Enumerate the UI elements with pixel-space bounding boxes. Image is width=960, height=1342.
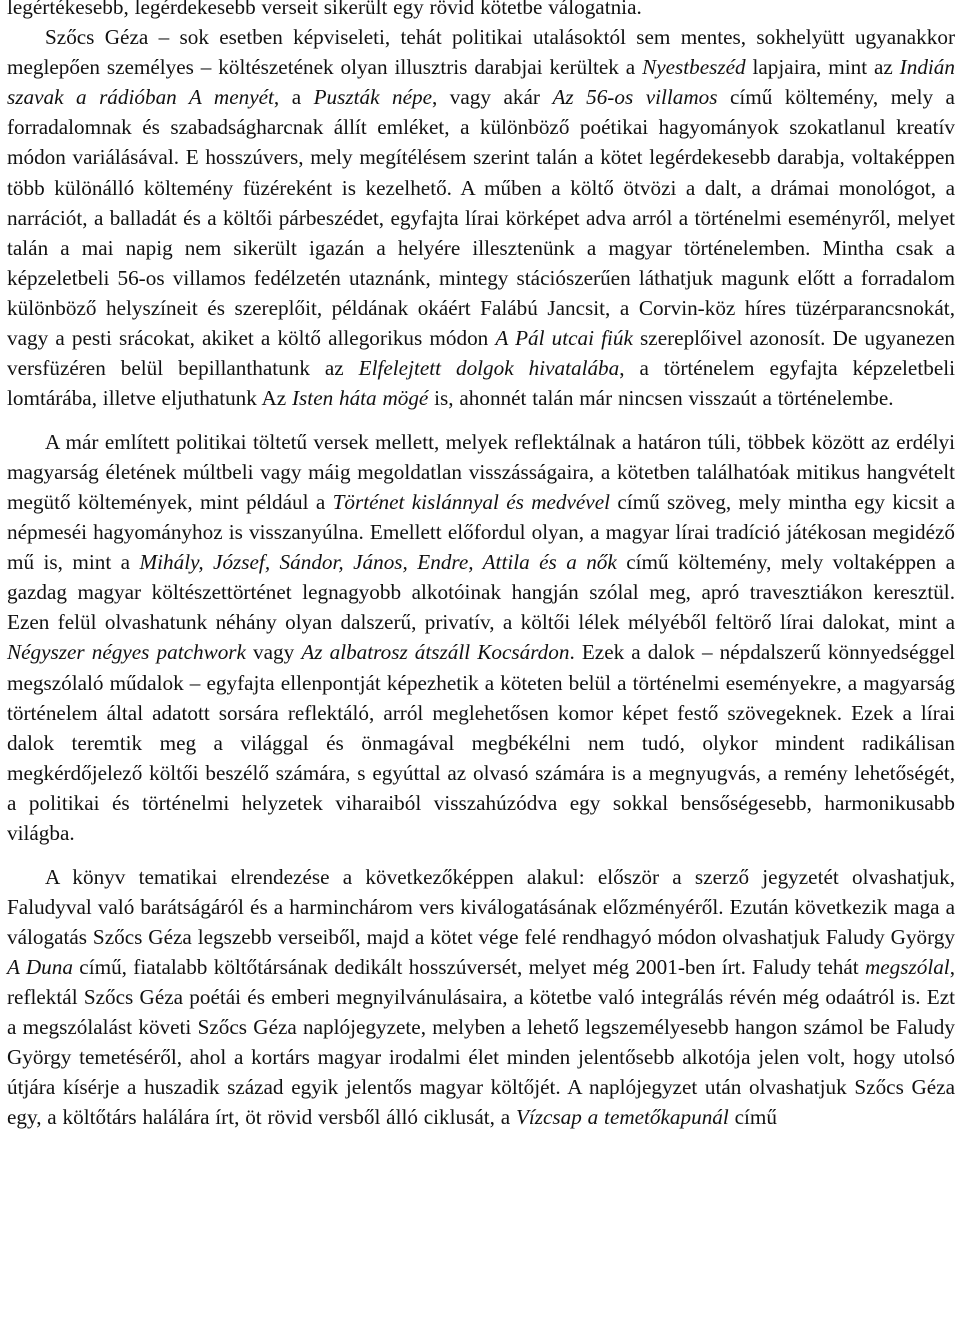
paragraph-text: lapjaira, mint az [745,55,900,80]
italic-title-text: megszólal [864,954,950,979]
paragraph-text: című költemény, mely voltaképpen a gazdag magyar költészettörténet legnagyobb alkotóinak hangján szólal meg, apró travesztiákon keresztül. Ezen felül olvashatunk néhány olyan dalszerű, privatív, a költői lélek mélyéből feltörő lírai dalokat, mint a [7,550,955,635]
italic-title-text: Mihály, József, Sándor, János, Endre, Attila és a nők [139,550,617,575]
paragraph-text: A már említett politikai töltetű versek mellett, melyek reflektálnak a határon túli, többek között az erdélyi magyarság életének múltbeli vagy máig megoldatlan visszásságaira, a kötetben találhatóak mitikus hangvételt megütő költemények, mint például a [7,429,955,514]
italic-title-text: A Pál utcai fiúk [495,326,633,351]
italic-title-text: Az albatrosz átszáll Kocsárdon [301,640,570,665]
body-paragraph [7,0,955,22]
italic-title-text: Vízcsap a temetőkapunál [515,1105,729,1130]
paragraph-text: A könyv tematikai elrendezése a következőképpen alakul: először a szerző jegyzetét olvashatjuk, Faludyval való barátságáról és a harminchárom vers kiválogatásának előzményéről. Ezután következik maga a válogatás Szőcs Géza legszebb verseiből, majd a kötet vége felé rendhagyó módon olvashatjuk Faludy György [7,864,955,949]
italic-title-text: Négyszer négyes patchwork [7,640,246,665]
italic-title-text: Nyestbeszéd [642,55,746,80]
paragraph-text: , reflektál Szőcs Géza poétái és emberi megnyilvánulásaira, a kötetbe való integrálás révén még odaátról is. Ezt a megszólalást követi Szőcs Géza naplójegyzete, melyben a lehető legszemélyesebb hangon számol be Faludy György temetéséről, ahol a kortárs magyar irodalmi élet minden jelentősebb alkotója jelen volt, hogy utolsó útjára kísérje a huszadik század egyik jelentős magyar költőjét. A naplójegyzet után olvashatjuk Szőcs Géza egy, a költőtárs halálára írt, öt rövid versből álló ciklusát, a [7,954,955,1130]
italic-title-text: A Duna [7,954,73,979]
paragraph-text: vagy [245,640,302,665]
italic-title-text: Puszták népe [313,85,433,110]
paragraph-text: szereplőivel azonosít. De ugyanezen versfüzéren belül bepillanthatunk az [7,326,955,381]
paragraph-text: című szöveg, mely mintha egy kicsit a népmeséi hagyományhoz is visszanyúlna. Emellett előfordul olyan, a magyar lírai tradíció játékosan megidéző mű is, mint a [7,490,956,575]
paragraph-text: is, ahonnét talán már nincsen visszaút a történelembe. [428,386,894,411]
italic-title-text: Az 56-os villamos [552,85,718,110]
italic-title-text: Történet kislánnyal és medvével [332,490,610,514]
paragraph-text: című költemény, mely a forradalomnak és szabadságharcnak állít emléket, a különböző poétikai hagyományok szokatlanul kreatív módon variálásával. E hosszúvers, mely megítélésem szerint talán a kötet legérdekesebb darabja, voltaképpen több különálló költemény füzéreként is kezelhető. A műben a költő ötvözi a dalt, a drámai monológot, a narrációt, a balladát és a költői párbeszédet, egyfajta lírai körképet adva arról a történelmi eseményről, melyet talán a mai napig nem sikerült igazán a helyére illesztenünk a magyar történelemben. Mintha csak a képzeletbeli 56-os villamos fedélzetén utaznánk, mintegy stációszerűen láthatjuk magunk előtt a forradalom különböző helyszíneit és szereplőit, példának okáért Falábú Jancsit, a Corvin-köz híres tüzérparancsnokát, vagy a pesti srácokat, akiket a költő allegorikus módon [7,85,955,351]
body-paragraph [7,862,955,1133]
paragraph-text: , a [273,85,314,110]
body-paragraph [7,22,955,413]
italic-title-text: Indián szavak a rádióban A menyét [7,55,955,110]
italic-title-text: Elfelejtett dolgok hivatalába [358,356,620,381]
paragraph-text: , vagy akár [432,85,553,110]
paragraph-text: Szőcs Géza – sok esetben képviseleti, tehát politikai utalásoktól sem mentes, sokhelyütt ugyanakkor meglepően személyes – költészetének olyan illusztris darabjai kerültek a [7,25,955,80]
body-paragraph [7,427,955,848]
document-page [7,0,955,1132]
paragraph-text: című [728,1105,777,1130]
italic-title-text: Isten háta mögé [292,386,429,411]
paragraph-text: című, fiatalabb költőtársának dedikált hosszúversét, melyet még 2001-ben írt. Faludy tehát [72,954,865,979]
paragraph-text: , a történelem egyfajta képzeletbeli lomtárába, illetve eljuthatunk Az [7,356,955,411]
paragraph-text: . Ezek a dalok – népdalszerű könnyedséggel megszólaló műdalok – egyfajta ellenpontját képezhetik a köteten belül a történelmi eseményekre, a magyarság történelem által adatott sorsára reflektáló, arról meglehetősen komor képet festő szövegeknek. Ezek a lírai dalok teremtik meg a világgal és önmagával megbékélni nem tudó, olykor mindent radikálisan megkérdőjelező költői beszélő számára, s egyúttal az olvasó számára is a megnyugvás, a remény lehetőségét, a politikai és történelmi helyzetek viharaiból visszahúzódva egy sokkal bensőségesebb, harmonikusabb világba. [7,640,955,846]
paragraph-text: legértékesebb, legérdekesebb verseit sikerült egy rövid kötetbe válogatnia. [7,0,642,19]
